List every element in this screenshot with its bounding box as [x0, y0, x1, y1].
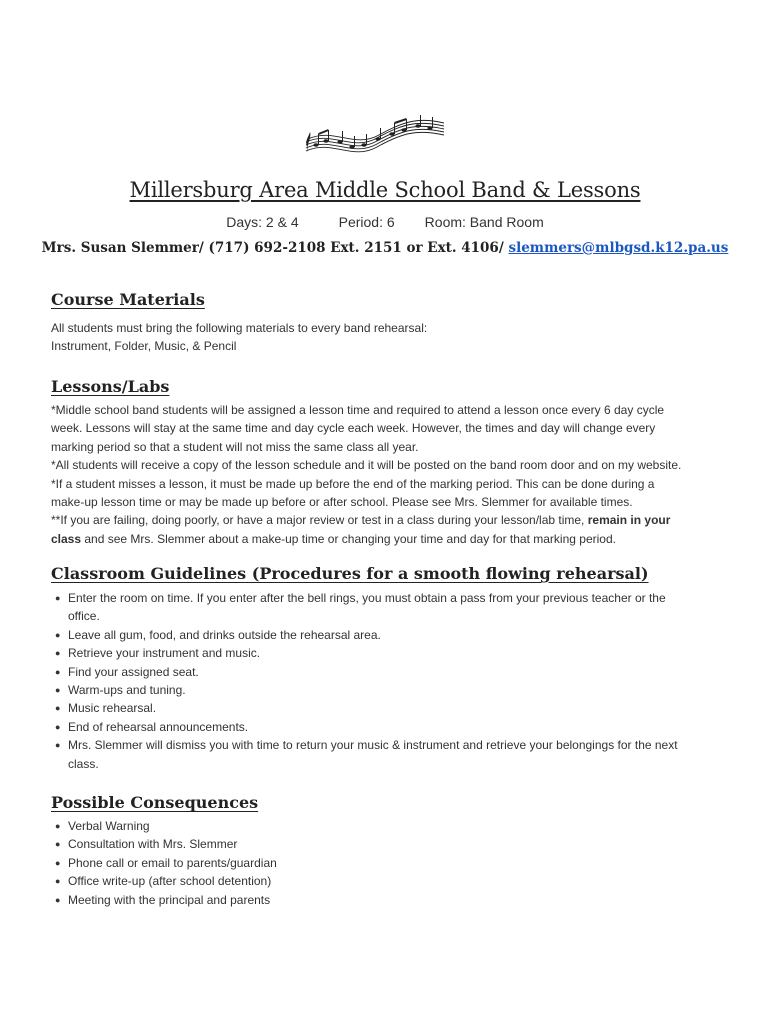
music-staff-icon: [302, 112, 448, 160]
class-meta: [0, 214, 770, 230]
list-item: [55, 817, 715, 835]
list-item: [55, 699, 715, 717]
list-item-text: Phone call or email to parents/guardian: [68, 855, 277, 870]
list-item-text: Consultation with Mrs. Slemmer: [68, 837, 238, 852]
consequences-heading: Possible Consequences: [51, 793, 259, 812]
text-line: *All students will receive a copy of the lesson schedule and it will be posted on the band room door and on my website.: [51, 458, 682, 473]
list-item-continuation: class.: [68, 756, 99, 771]
room-label: Room: Band Room: [424, 214, 544, 230]
list-item-text: Warm-ups and tuning.: [68, 683, 186, 698]
days-label: Days: 2 & 4: [226, 214, 299, 230]
list-item-text: Office write-up (after school detention): [68, 874, 272, 889]
list-item-text: Find your assigned seat.: [68, 664, 199, 679]
text-line: Instrument, Folder, Music, & Pencil: [51, 339, 237, 354]
guidelines-heading: Classroom Guidelines (Procedures for a smooth flowing rehearsal): [51, 564, 649, 583]
email-link[interactable]: slemmers@mlbgsd.k12.pa.us: [508, 240, 729, 256]
list-item: [55, 872, 715, 890]
list-item-text: Meeting with the principal and parents: [68, 892, 271, 907]
text-line: make-up lesson time or may be made up before or after school. Please see Mrs. Slemmer for available times.: [51, 495, 633, 510]
list-item: [55, 854, 715, 872]
lessons-heading: Lessons/Labs: [51, 377, 170, 396]
emphasis-text: class: [51, 531, 82, 546]
text-line: *Middle school band students will be assigned a lesson time and required to attend a lesson once every 6 day cycle: [51, 403, 665, 417]
text-line: marking period so that a student will not miss the same class all year.: [51, 439, 419, 454]
lessons-body: [51, 401, 711, 548]
text-segment: **If you are failing, doing poorly, or have a major review or test in a class during your lesson/lab time,: [51, 513, 588, 528]
text-line: [51, 511, 711, 529]
text-line: [51, 530, 711, 548]
list-item: [55, 835, 715, 853]
period-label: Period: 6: [338, 214, 395, 230]
emphasis-text: remain in your: [587, 513, 671, 528]
text-line: All students must bring the following materials to every band rehearsal:: [51, 321, 428, 335]
list-item-continuation: office.: [68, 609, 100, 624]
list-item: [55, 718, 715, 736]
list-item: [55, 681, 715, 699]
list-item-text: End of rehearsal announcements.: [68, 719, 249, 734]
list-item: [55, 589, 715, 626]
list-item-text: Mrs. Slemmer will dismiss you with time to return your music & instrument and retrieve your belongings for the next: [68, 738, 678, 753]
course-materials-heading: Course Materials: [51, 290, 205, 309]
guidelines-list: [55, 589, 715, 773]
course-materials-body: [51, 319, 711, 356]
text-line: *If a student misses a lesson, it must be made up before the end of the marking period. This can be done during a: [51, 476, 655, 491]
consequences-list: [55, 817, 715, 909]
list-item: [55, 891, 715, 909]
list-item: [55, 626, 715, 644]
list-item: [55, 736, 715, 773]
list-item-text: Retrieve your instrument and music.: [68, 646, 261, 661]
list-item-text: Music rehearsal.: [68, 701, 157, 716]
list-item-text: Enter the room on time. If you enter after the bell rings, you must obtain a pass from your previous teacher or the: [68, 591, 666, 605]
list-item-text: Leave all gum, food, and drinks outside the rehearsal area.: [68, 627, 381, 642]
text-segment: and see Mrs. Slemmer about a make-up time or changing your time and day for that marking period.: [81, 531, 616, 546]
list-item: [55, 663, 715, 681]
teacher-contact: [0, 240, 770, 256]
list-item: [55, 644, 715, 662]
text-line: week. Lessons will stay at the same time and day cycle each week. However, the times and day will change every: [51, 421, 656, 436]
contact-text: Mrs. Susan Slemmer/ (717) 692-2108 Ext. 2151 or Ext. 4106/: [41, 240, 509, 256]
list-item-text: Verbal Warning: [68, 819, 150, 833]
page-title: Millersburg Area Middle School Band & Lessons: [129, 178, 641, 202]
